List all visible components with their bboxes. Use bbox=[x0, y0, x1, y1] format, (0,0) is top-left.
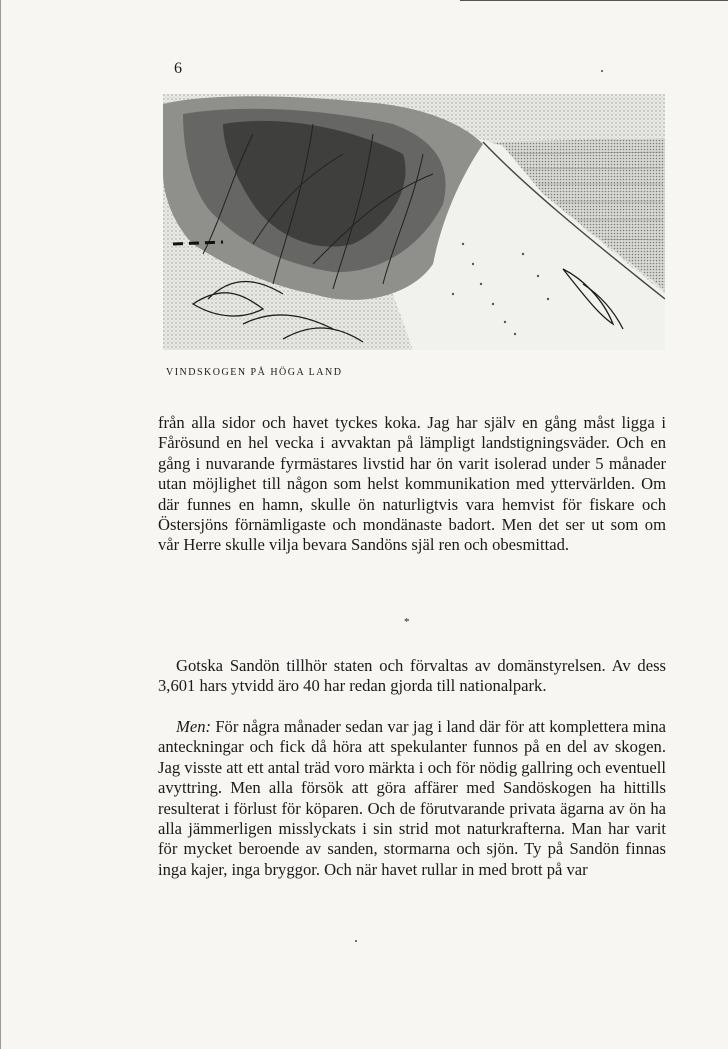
speck-mark bbox=[355, 940, 357, 942]
page-number: 6 bbox=[174, 60, 182, 77]
paragraph-2: Gotska Sandön tillhör staten och förvaltas av domänstyrelsen. Av dess 3,601 hars ytvidd äro 40 har redan gjorda till nationalpark. bbox=[158, 656, 666, 696]
wind-forest-dune-sketch-icon bbox=[163, 94, 665, 350]
left-edge-rule bbox=[0, 0, 1, 1049]
illustration-caption: VINDSKOGEN PÅ HÖGA LAND bbox=[166, 367, 343, 378]
section-separator: * bbox=[404, 616, 410, 628]
paragraph-1: från alla sidor och havet tyckes koka. Jag har själv en gång måst ligga i Fårösund en hel vecka i avvaktan på lämpligt landstigningsväder. Och en gång i nuvarande fyrmästares livstid har ön varit isolerad under 5 månader utan möjlighet till någon som helst kommunikation med yttervärlden. Om där funnes en hamn, skulle ön naturligtvis vara hemvist för fiskare och Östersjöns förnämligaste och mondänaste badort. Men det ser ut som om vår Herre skulle vilja bevara Sandöns själ ren och obesmittad. bbox=[158, 413, 666, 555]
paragraph-3-lead: Men: bbox=[176, 717, 212, 736]
speck-mark bbox=[601, 70, 603, 72]
top-edge-rule bbox=[460, 0, 728, 1]
paragraph-3-body: För några månader sedan var jag i land där för att komplettera mina anteckningar och fick då höra att spekulanter funnos på en del av skogen. Jag visste att ett antal träd voro märkta i och för nödig gallring och eventuell avyttring. Men alla försök att göra affärer med Sandöskogen ha hittills resulterat i förlust för köparen. Och de förutvarande privata ägarna av ön ha alla jämmerligen misslyckats i sin strid mot naturkrafterna. Man har varit för mycket beroende av sanden, stormarna och sjön. Ty på Sandön finnas inga kajer, inga bryggor. Och när havet rullar in med brott på var bbox=[158, 717, 666, 879]
paragraph-3 bbox=[158, 717, 666, 880]
wind-forest-illustration bbox=[163, 94, 665, 350]
